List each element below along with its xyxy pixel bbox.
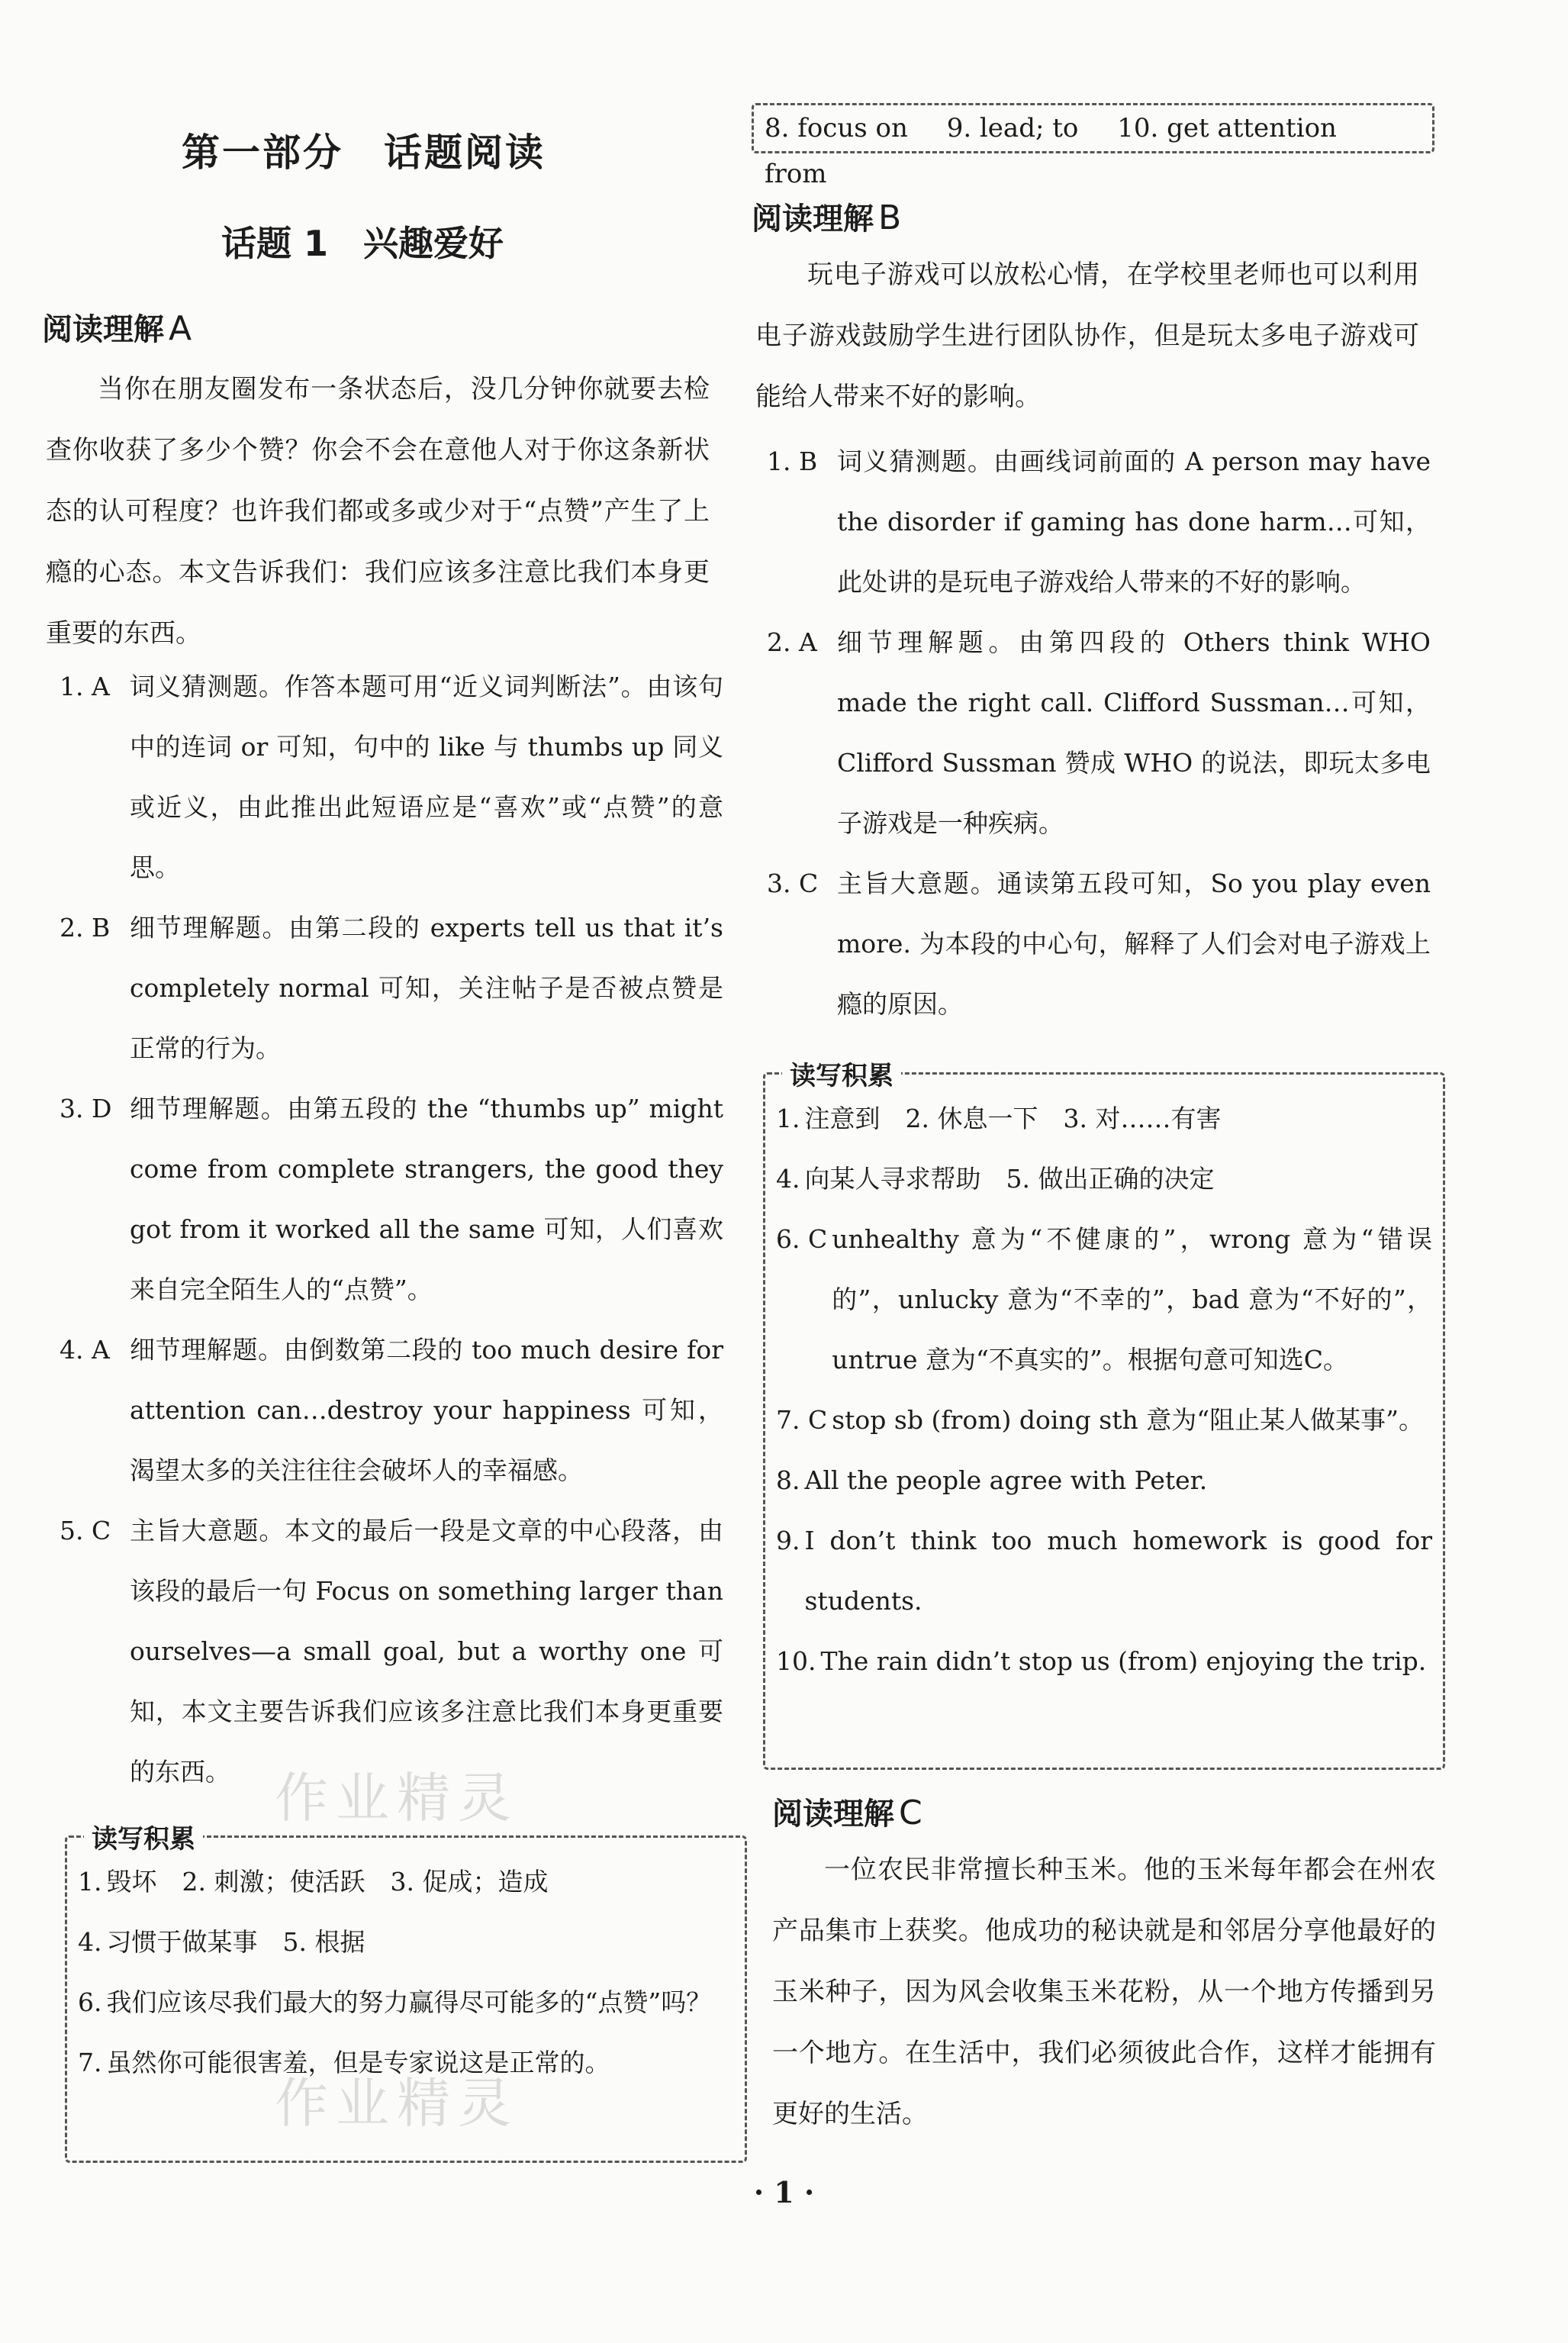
vocab-text: 向某人寻求帮助 5. 做出正确的决定	[804, 1164, 1215, 1194]
part-title: 第一部分 话题阅读	[182, 131, 546, 175]
vocab-number: 1.	[776, 1104, 800, 1133]
vocab-line	[776, 1209, 1432, 1390]
page-number: · 1 ·	[753, 2175, 815, 2209]
topic-title: 话题 1 兴趣爱好	[221, 223, 504, 264]
vocab-number: 8.	[776, 1465, 800, 1495]
section-c-heading	[772, 1790, 922, 1833]
vocab-text: I don’t think too much homework is good for students.	[804, 1526, 1432, 1616]
answer-explanation: 细节理解题。由第五段的 the “thumbs up” might come from complete strangers, the good they got from it worked all the same 可知，人们喜欢来自完全陌生人的“点赞”。	[130, 1094, 723, 1304]
vocab-line	[776, 1510, 1432, 1631]
vocab-line	[78, 1972, 734, 2032]
vocab-number: 6.	[78, 1987, 102, 2017]
section-b-heading-text: 阅读理解	[752, 201, 874, 237]
answer-9: 9. lead; to	[946, 113, 1079, 143]
answer-number: 2. B	[60, 913, 111, 943]
vocab-number: 7. C	[776, 1405, 828, 1435]
section-c-heading-text: 阅读理解	[772, 1797, 894, 1832]
answer-explanation: 词义猜测题。作答本题可用“近义词判断法”。由该句中的连词 or 可知，句中的 like 与 thumbs up 同义或近义，由此推出此短语应是“喜欢”或“点赞”的意思。	[130, 672, 723, 882]
vocab-number: 1.	[78, 1867, 102, 1897]
vocab-line	[78, 1912, 734, 1972]
section-a-heading	[42, 305, 192, 349]
answer-8: 8. focus on	[765, 113, 908, 143]
answer-10: 10. get attention from	[765, 113, 1337, 189]
section-c-intro: 一位农民非常擅长种玉米。他的玉米每年都会在州农产品集市上获奖。他成功的秘诀就是和邻居分享他最好的玉米种子，因为风会收集玉米花粉，从一个地方传播到另一个地方。在生活中，我们必须彼此合作，这样才能拥有更好的生活。	[772, 1855, 1436, 2129]
answer-number: 4. A	[60, 1335, 110, 1365]
vocab-text: unhealthy 意为“不健康的”，wrong 意为“错误的”，unlucky 意为“不幸的”，bad 意为“不好的”，untrue 意为“不真实的”。根据句意可知选C。	[832, 1224, 1432, 1375]
vocab-text: stop sb (from) doing sth 意为“阻止某人做某事”。	[832, 1405, 1424, 1435]
section-a-heading-text: 阅读理解	[42, 312, 164, 347]
continued-answer-box	[752, 103, 1434, 189]
section-b-vocab-box	[763, 1061, 1445, 1770]
section-a-answers	[60, 656, 723, 1802]
watermark: 作业精灵	[275, 2072, 519, 2135]
answer-number: 3. C	[767, 869, 819, 898]
answer-explanation: 细节理解题。由倒数第二段的 too much desire for attention can…destroy your happiness 可知，渴望太多的关注往往会破坏人的幸福感。	[130, 1335, 723, 1485]
vocab-number: 9.	[776, 1526, 800, 1555]
vocab-number: 4.	[78, 1927, 102, 1957]
section-b-answers	[767, 431, 1431, 1034]
vocab-number: 10.	[776, 1646, 816, 1676]
section-c-letter: C	[899, 1794, 922, 1832]
vocab-number: 4.	[776, 1164, 800, 1194]
answer-item	[60, 898, 723, 1078]
vocab-number: 6. C	[776, 1224, 828, 1254]
answer-explanation: 主旨大意题。本文的最后一段是文章的中心段落，由该段的最后一句 Focus on something larger than ourselves—a small goal, but a worthy one 可知，本文主要告诉我们应该多注意比我们本身更重要的东西。	[130, 1516, 723, 1787]
section-a-intro: 当你在朋友圈发布一条状态后，没几分钟你就要去检查你收获了多少个赞？你会不会在意他人对于你这条新状态的认可程度？也许我们都或多或少对于“点赞”产生了上瘾的心态。本文告诉我们：我们应该多注意比我们本身更重要的东西。	[46, 374, 710, 649]
answer-item	[767, 612, 1431, 853]
answer-number: 1. A	[60, 672, 110, 701]
answer-explanation: 主旨大意题。通读第五段可知，So you play even more. 为本段的中心句，解释了人们会对电子游戏上瘾的原因。	[837, 869, 1431, 1019]
vocab-line	[776, 1088, 1432, 1149]
vocab-text: 毁坏 2. 刺激；使活跃 3. 促成；造成	[106, 1867, 549, 1897]
vocab-text: 我们应该尽我们最大的努力赢得尽可能多的“点赞”吗？	[106, 1987, 712, 2017]
vocab-line	[776, 1631, 1432, 1691]
answer-item	[60, 1320, 723, 1500]
answer-explanation: 细节理解题。由第四段的 Others think WHO made the right call. Clifford Sussman…可知，Clifford Sussman 赞成 WHO 的说法，即玩太多电子游戏是一种疾病。	[837, 627, 1431, 838]
vocab-text: 注意到 2. 休息一下 3. 对……有害	[804, 1104, 1222, 1133]
answer-item	[767, 431, 1431, 612]
vocab-text: The rain didn’t stop us (from) enjoying the trip.	[820, 1646, 1427, 1676]
vocab-text: 习惯于做某事 5. 根据	[106, 1927, 365, 1957]
vocab-box-title: 读写积累	[84, 1818, 203, 1855]
vocab-line	[776, 1149, 1432, 1209]
vocab-line	[776, 1390, 1432, 1450]
vocab-text: 虽然你可能很害羞，但是专家说这是正常的。	[106, 2048, 610, 2077]
answer-number: 3. D	[60, 1094, 112, 1123]
section-b-intro: 玩电子游戏可以放松心情，在学校里老师也可以利用电子游戏鼓励学生进行团队协作，但是玩太多电子游戏可能给人带来不好的影响。	[755, 259, 1419, 412]
vocab-number: 7.	[78, 2048, 102, 2077]
answer-number: 5. C	[60, 1516, 111, 1545]
answer-explanation: 细节理解题。由第二段的 experts tell us that it’s completely normal 可知，关注帖子是否被点赞是正常的行为。	[130, 913, 723, 1063]
watermark: 作业精灵	[275, 1767, 519, 1829]
answer-item	[60, 1078, 723, 1320]
vocab-line	[776, 1450, 1432, 1510]
vocab-box-title: 读写积累	[782, 1055, 901, 1092]
answer-item	[767, 853, 1431, 1034]
section-b-heading	[752, 195, 901, 238]
answer-number: 2. A	[767, 627, 817, 657]
vocab-line	[78, 1852, 734, 1912]
section-a-letter: A	[169, 309, 192, 348]
section-b-letter: B	[878, 198, 902, 237]
answer-explanation: 词义猜测题。由画线词前面的 A person may have the disorder if gaming has done harm…可知，此处讲的是玩电子游戏给人带来的不好的影响。	[837, 446, 1431, 597]
answer-number: 1. B	[767, 446, 818, 476]
vocab-text: All the people agree with Peter.	[804, 1465, 1208, 1495]
answer-item	[60, 656, 723, 898]
